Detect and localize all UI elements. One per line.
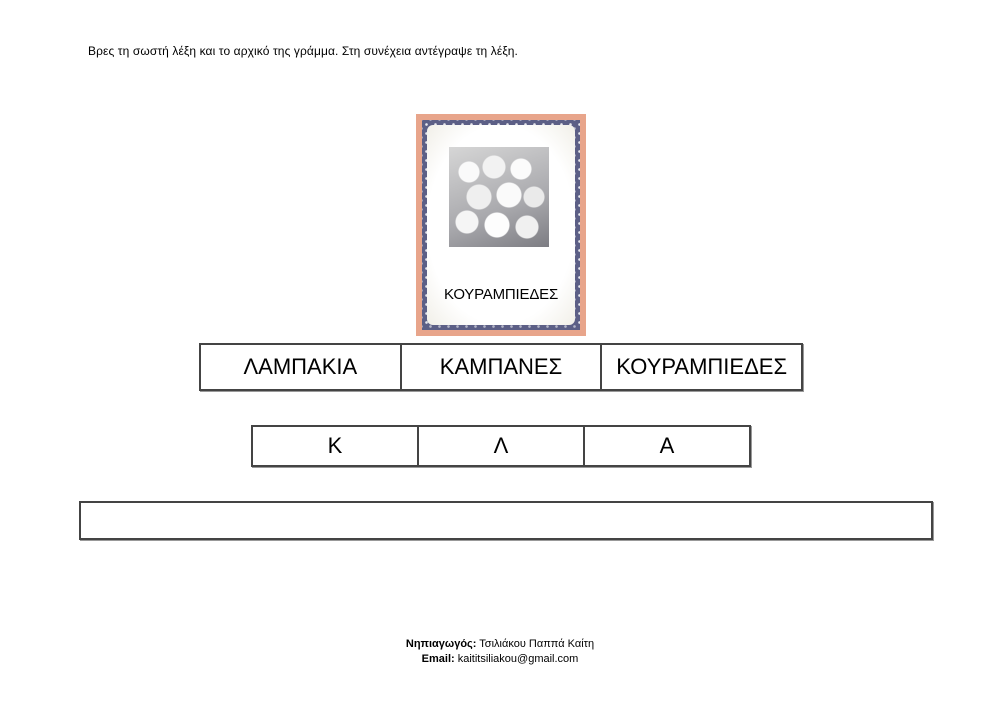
card-label: ΚΟΥΡΑΜΠΙΕΔΕΣ xyxy=(443,286,559,303)
word-choice-2[interactable]: ΚΑΜΠΑΝΕΣ xyxy=(402,345,603,389)
teacher-label: Νηπιαγωγός: xyxy=(405,638,477,650)
email-value: kaititsiliakou@gmail.com xyxy=(457,653,579,665)
picture-card xyxy=(416,114,586,336)
footer xyxy=(0,637,1000,667)
letter-choices xyxy=(251,425,751,467)
letter-choice-1[interactable]: Κ xyxy=(253,427,419,465)
answer-input[interactable] xyxy=(79,501,933,540)
instruction-text: Βρες τη σωστή λέξη και το αρχικό της γράμμα. Στη συνέχεια αντέγραψε τη λέξη. xyxy=(88,44,518,58)
word-choice-1[interactable]: ΛΑΜΠΑΚΙΑ xyxy=(201,345,402,389)
email-line xyxy=(0,652,1000,667)
letter-choice-3[interactable]: Α xyxy=(659,433,675,458)
email-label: Email: xyxy=(421,653,455,665)
word-choices xyxy=(199,343,803,391)
kourabiedes-photo xyxy=(449,147,549,247)
teacher-line xyxy=(0,637,1000,652)
letter-choice-2[interactable]: Λ xyxy=(419,427,585,465)
teacher-name: Τσιλιάκου Παππά Καίτη xyxy=(479,638,595,650)
word-choice-3[interactable]: ΚΟΥΡΑΜΠΙΕΔΕΣ xyxy=(616,354,788,379)
